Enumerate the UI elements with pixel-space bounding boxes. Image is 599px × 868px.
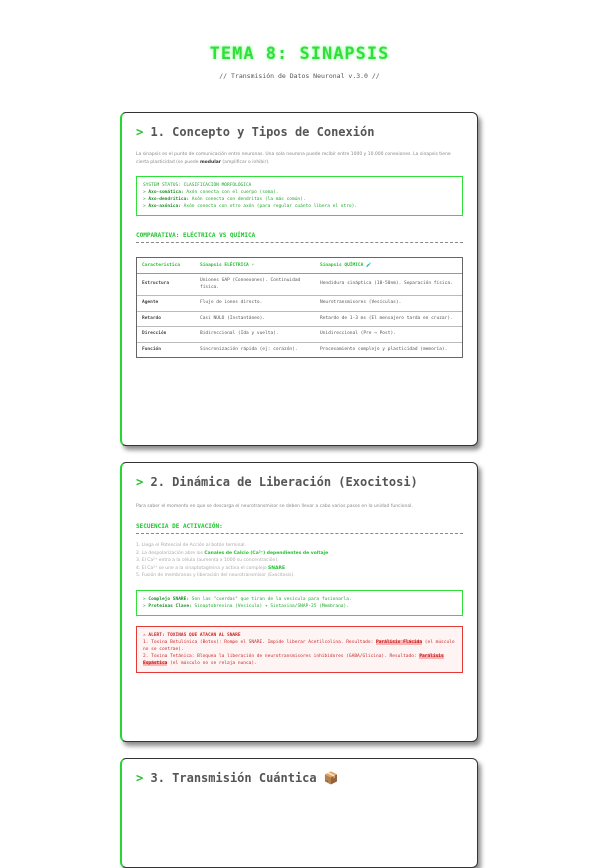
status-item-text: Axón conecta con otro axón (para regular cuánto libera el otro).: [180, 204, 358, 209]
section-title-text: 3. Transmisión Cuántica 📦: [150, 771, 339, 785]
step-text-end: .: [285, 565, 287, 571]
snare-item-name: Proteínas Clave:: [148, 603, 192, 609]
table-cell: Hendidura sináptica (10-50nm). Separación física.: [315, 274, 462, 296]
step-text: 4. El Ca²⁺ se une a la sinaptotagmina y activa el complejo: [136, 565, 269, 571]
table-cell: Agente: [137, 296, 195, 312]
alert-text-end: (el músculo no se relaja nunca).: [167, 660, 257, 666]
comparativa-heading: COMPARATIVA: ELÉCTRICA VS QUÍMICA: [136, 232, 463, 243]
table-header: Característica: [137, 258, 195, 274]
table-cell: Uniones GAP (Connexones). Continuidad física.: [195, 274, 315, 296]
intro-text-end: (amplificar o inhibir).: [221, 160, 270, 165]
table-header: Sinapsis QUÍMICA 🧪: [315, 258, 462, 274]
list-item: [136, 565, 463, 573]
table-cell: Retardo: [137, 311, 195, 327]
status-item: > Axo-somática: Axón conecta con el cuerpo (soma).: [143, 190, 279, 195]
list-item: [136, 550, 463, 558]
section-intro: [136, 151, 463, 167]
table-cell: Casi NULO (Instantáneo).: [195, 311, 315, 327]
page-subtitle: // Transmisión de Datos Neuronal v.3.0 //: [219, 72, 380, 80]
status-item-name: Axo-axónica:: [148, 204, 181, 209]
alert-text: 2. Toxina Tetánica: Bloquea la liberación de neurotransmisores inhibidores (GABA/Glicina). Resultado:: [143, 653, 420, 659]
toxin-alert: [136, 626, 463, 673]
alert-item: [143, 639, 456, 653]
snare-box: [136, 590, 463, 616]
step-highlight: Canales de Calcio (Ca²⁺) dependientes de voltaje: [204, 550, 329, 556]
table-cell: Función: [137, 342, 195, 357]
section-title: [136, 475, 463, 489]
step-text-end: .: [328, 550, 330, 556]
status-item: > Axo-dendrítica: Axón conecta con dendritas (la más común).: [143, 197, 306, 202]
table-cell: Sincronización rápida (ej: corazón).: [195, 342, 315, 357]
table-cell: Procesamiento complejo y plasticidad (memoria).: [315, 342, 462, 357]
alert-highlight: Parálisis Espástica: [143, 653, 444, 666]
intro-highlight: modular: [199, 160, 221, 165]
status-box: [136, 176, 463, 216]
section-title: [136, 771, 463, 785]
alert-text: 1. Toxina Botulínica (Botox): Rompe el SNARE. Impide liberar Acetilcolina. Resultado:: [143, 639, 376, 645]
prompt-arrow-icon: >: [136, 125, 144, 139]
snare-item-name: Complejo SNARE:: [148, 596, 190, 602]
table-cell: Unidireccional (Pre → Post).: [315, 327, 462, 343]
section-intro: Para saber el momento en que se descarga el neurotransmisor se deben llevar a cabo varios pasos en la unidad funcional.: [136, 504, 413, 509]
section-title: [136, 125, 463, 139]
step-text: 5. Fusión de membranas y liberación del neurotransmisor (Exocitosis).: [136, 573, 295, 578]
prompt-arrow-icon: >: [136, 475, 144, 489]
table-cell: Estructura: [137, 274, 195, 296]
table-cell: Dirección: [137, 327, 195, 343]
intro-text: La sinapsis es el punto de comunicación entre neuronas. Una sola neurona puede recibir entre 1000 y 10.000 conexiones. La sinapsis tiene cierta plasticidad (se puede: [136, 152, 451, 165]
table-row: [137, 342, 462, 357]
page-title: TEMA 8: SINAPSIS: [209, 44, 390, 64]
status-item-text: Axón conecta con dendritas (la más común).: [189, 197, 306, 202]
alert-title: ⚠ ALERT: TOXINAS QUE ATACAN AL SNARE: [143, 632, 241, 638]
comparison-table: [136, 257, 463, 358]
list-item: [136, 557, 463, 565]
prompt-arrow-icon: >: [136, 771, 144, 785]
step-text: 2. La despolarización abre los: [136, 550, 205, 556]
sequence-heading: SECUENCIA DE ACTIVACIÓN:: [136, 523, 463, 534]
section-card-2: [120, 462, 478, 742]
section-card-1: [120, 112, 478, 446]
alert-highlight: Parálisis Flácida: [376, 639, 423, 645]
table-header-row: [137, 258, 462, 274]
status-item-text: Axón conecta con el cuerpo (soma).: [183, 190, 279, 195]
table-cell: Bidireccional (Ida y vuelta).: [195, 327, 315, 343]
section-title-text: 2. Dinámica de Liberación (Exocitosi): [150, 475, 418, 489]
snare-item-text: Son las "cuerdas" que tiran de la vesícula para fusionarla.: [189, 596, 352, 602]
snare-item: > Complejo SNARE: Son las "cuerdas" que tiran de la vesícula para fusionarla.: [143, 596, 352, 602]
status-title: SYSTEM STATUS: CLASIFICACIÓN MORFOLÓGICA: [143, 183, 252, 188]
status-item-name: Axo-somática:: [148, 190, 184, 195]
alert-item: [143, 653, 456, 667]
step-highlight: SNARE: [268, 565, 286, 571]
table-row: [137, 296, 462, 312]
table-cell: Retardo de 1-3 ms (El mensajero tarda en cruzar).: [315, 311, 462, 327]
list-item: [136, 572, 463, 580]
table-row: [137, 327, 462, 343]
sequence-list: [136, 542, 463, 580]
table-row: [137, 311, 462, 327]
list-item: [136, 542, 463, 550]
step-text: 1. Llega el Potencial de Acción al botón terminal.: [136, 543, 246, 548]
table-header: Sinapsis ELÉCTRICA ⚡: [195, 258, 315, 274]
status-item-name: Axo-dendrítica:: [148, 197, 190, 202]
status-item: > Axo-axónica: Axón conecta con otro axón (para regular cuánto libera el otro).: [143, 204, 358, 209]
table-cell: Neurotransmisores (Vesículas).: [315, 296, 462, 312]
section-title-text: 1. Concepto y Tipos de Conexión: [150, 125, 375, 139]
snare-item: > Proteínas Clave: Sinaptobrevina (Vesícula) + Sintaxina/SNAP-25 (Membrana).: [143, 603, 349, 609]
section-card-3: [120, 758, 478, 868]
step-text: 3. El Ca²⁺ entra a la célula (aumenta x 1000 su concentración).: [136, 558, 279, 563]
table-cell: Flujo de iones directo.: [195, 296, 315, 312]
alert-text-end: (el músculo no se contrae).: [143, 639, 455, 652]
snare-item-text: Sinaptobrevina (Vesícula) + Sintaxina/SNAP-25 (Membrana).: [191, 603, 349, 609]
table-row: [137, 274, 462, 296]
page-header: [0, 44, 599, 80]
